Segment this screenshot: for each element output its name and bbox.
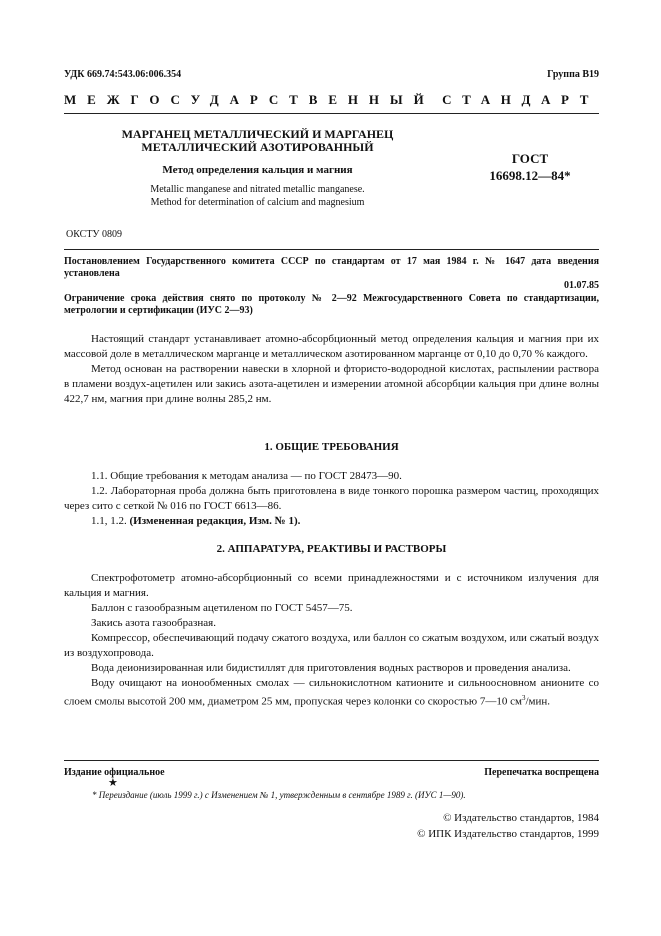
amendment-note: (Измененная редакция, Изм. № 1).: [129, 515, 301, 527]
decree-text: Постановлением Государственного комитета СССР по стандартам от 17 мая 1984 г. № 1647 дата введения установлена: [64, 256, 599, 279]
decree-rule: [64, 249, 599, 250]
cubic-superscript: 3: [521, 694, 526, 702]
water-purification-unit: /мин.: [525, 695, 550, 708]
intro-paragraph-2: Метод основан на растворении навески в хлорной и фтористо-водородной кислотах, распылении раствора в пламени воздух-ацетилен или закись азота-ацетилен и измерении атомной абсорбции кальция при длине волны 422,7 нм, магния при длине волны 285,2 нм.: [64, 363, 599, 405]
method-title: Метод определения кальция и магния: [162, 164, 353, 176]
section-1-amendment: [64, 514, 599, 529]
band-standard: СТАНДАРТ: [442, 92, 599, 107]
title-line-2: МЕТАЛЛИЧЕСКИЙ АЗОТИРОВАННЫЙ: [141, 140, 374, 154]
header-rule: [64, 113, 599, 114]
section-2-item-3: Закись азота газообразная.: [91, 617, 216, 629]
gost-number: [470, 150, 590, 184]
gost-code: 16698.12—84*: [489, 168, 571, 183]
okstu-code: ОКСТУ 0809: [66, 229, 123, 240]
section-2-item-6: [64, 676, 599, 710]
no-reprint-notice: Перепечатка воспрещена: [484, 767, 599, 778]
official-edition: Издание официальное: [64, 767, 165, 778]
section-2-item-2: Баллон с газообразным ацетиленом по ГОСТ 5457—75.: [91, 602, 353, 614]
title-english-2: Method for determination of calcium and magnesium: [150, 196, 365, 208]
copyright-1999: © ИПК Издательство стандартов, 1999: [417, 828, 599, 840]
copyright-1984: © Издательство стандартов, 1984: [443, 812, 599, 824]
water-purification-text: Воду очищают на ионообменных смолах — сильнокислотном катионите и сильноосновном анионите со слоем смолы высотой 200 мм, диаметром 25 мм, пропуская через колонки со скоростью 7—10 см: [64, 677, 599, 708]
section-1-item-1: 1.1. Общие требования к методам анализа — по ГОСТ 28473—90.: [91, 470, 402, 482]
section-1-heading: 1. ОБЩИЕ ТРЕБОВАНИЯ: [264, 441, 399, 453]
restriction-text: Ограничение срока действия снято по протоколу № 2—92 Межгосударственного Совета по стандартизации, метрологии и сертификации (ИУС 2—93): [64, 293, 599, 316]
section-1-body: [64, 469, 599, 529]
title-english-1: Metallic manganese and nitrated metallic manganese.: [150, 184, 365, 195]
reprint-note: * Переиздание (июль 1999 г.) с Изменением № 1, утвержденным в сентябре 1989 г. (ИУС 1—90).: [92, 790, 466, 800]
udk-code: УДК 669.74:543.06:006.354: [64, 69, 182, 80]
section-2-heading: 2. АППАРАТУРА, РЕАКТИВЫ И РАСТВОРЫ: [216, 543, 447, 555]
decree-date: 01.07.85: [564, 280, 599, 291]
title-line-1: МАРГАНЕЦ МЕТАЛЛИЧЕСКИЙ И МАРГАНЕЦ: [121, 127, 394, 141]
section-2-item-1: Спектрофотометр атомно-абсорбционный со всеми принадлежностями и с источником излучения для кальция и магния.: [64, 572, 599, 599]
intro-section: [64, 332, 599, 407]
footer-rule: [64, 760, 599, 761]
section-2-item-5: Вода деионизированная или бидистиллят для приготовления водных растворов и проведения анализа.: [91, 662, 571, 674]
star-icon: ★: [108, 777, 118, 789]
section-1-item-2: 1.2. Лабораторная проба должна быть приготовлена в виде тонкого порошка размером частиц, проходящих через сито с сеткой № 016 по ГОСТ 6613—86.: [64, 485, 599, 512]
title-block: [100, 128, 415, 209]
amendment-prefix: 1.1, 1.2.: [91, 515, 130, 527]
group-code: Группа В19: [547, 69, 599, 80]
band-interstate: МЕЖГОСУДАРСТВЕННЫЙ: [64, 92, 435, 107]
intro-paragraph-1: Настоящий стандарт устанавливает атомно-абсорбционный метод определения кальция и магния при их массовой доле в металлическом марганце и металлическом азотированном марганце от 0,10 до 0,70 % каждого.: [64, 333, 599, 360]
section-2-body: [64, 571, 599, 710]
section-2-item-4: Компрессор, обеспечивающий подачу сжатого воздуха, или баллон со сжатым воздухом, или сжатый воздух из воздухопровода.: [64, 632, 599, 659]
gost-label: ГОСТ: [511, 151, 549, 166]
